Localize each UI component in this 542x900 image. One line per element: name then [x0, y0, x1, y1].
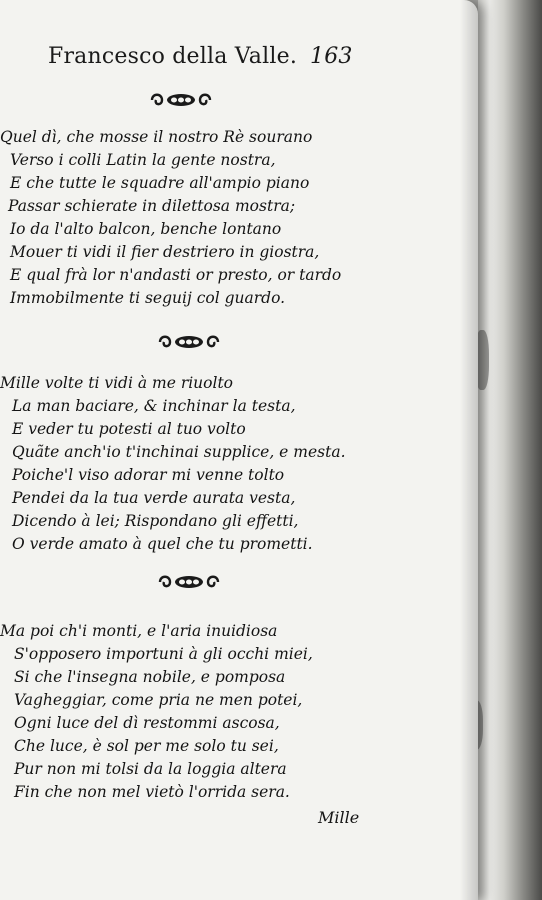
fleuron-ornament-icon: [156, 572, 222, 592]
page-number: 163: [310, 44, 353, 69]
verse-line: Io da l'alto balcon, benche lontano: [10, 220, 282, 238]
verse-line: E veder tu potesti al tuo volto: [12, 420, 246, 438]
verse-line: La man baciare, & inchinar la testa,: [12, 397, 296, 415]
verse-line: Mouer ti vidi il fier destriero in giostra,: [10, 243, 320, 261]
verse-line: Ogni luce del dì restommi ascosa,: [14, 714, 280, 732]
verse-line: E qual frà lor n'andasti or presto, or tardo: [10, 266, 342, 284]
verse-line: O verde amato à quel che tu prometti.: [12, 535, 313, 553]
verse-line: Mille volte ti vidi à me riuolto: [0, 374, 234, 392]
verse-line: Quel dì, che mosse il nostro Rè sourano: [0, 128, 313, 146]
verse-line: Fin che non mel vietò l'orrida sera.: [14, 783, 290, 801]
verse-line: Verso i colli Latin la gente nostra,: [10, 151, 276, 169]
verse-line: S'opposero importuni à gli occhi miei,: [14, 645, 313, 663]
fleuron-ornament-icon: [156, 332, 222, 352]
verse-line: Si che l'insegna nobile, e pomposa: [14, 668, 286, 686]
running-title: Francesco della Valle.: [48, 44, 298, 69]
verse-line: Dicendo à lei; Rispondano gli effetti,: [12, 512, 299, 530]
verse-line: Quãte anch'io t'inchinai supplice, e mesta.: [12, 443, 346, 461]
verse-line: Pur non mi tolsi da la loggia altera: [14, 760, 287, 778]
verse-line: E che tutte le squadre all'ampio piano: [10, 174, 310, 192]
verse-line: Passar schierate in dilettosa mostra;: [8, 197, 296, 215]
verse-line: Immobilmente ti seguij col guardo.: [10, 289, 286, 307]
verse-line: Pendei da la tua verde aurata vesta,: [12, 489, 296, 507]
fleuron-ornament-icon: [148, 90, 214, 110]
verse-line: Ma poi ch'i monti, e l'aria inuidiosa: [0, 622, 278, 640]
catchword: Mille: [318, 808, 360, 827]
verse-line: Vagheggiar, come pria ne men potei,: [14, 691, 303, 709]
running-header: [48, 44, 353, 74]
verse-line: Che luce, è sol per me solo tu sei,: [14, 737, 279, 755]
verse-line: Poiche'l viso adorar mi venne tolto: [12, 466, 285, 484]
